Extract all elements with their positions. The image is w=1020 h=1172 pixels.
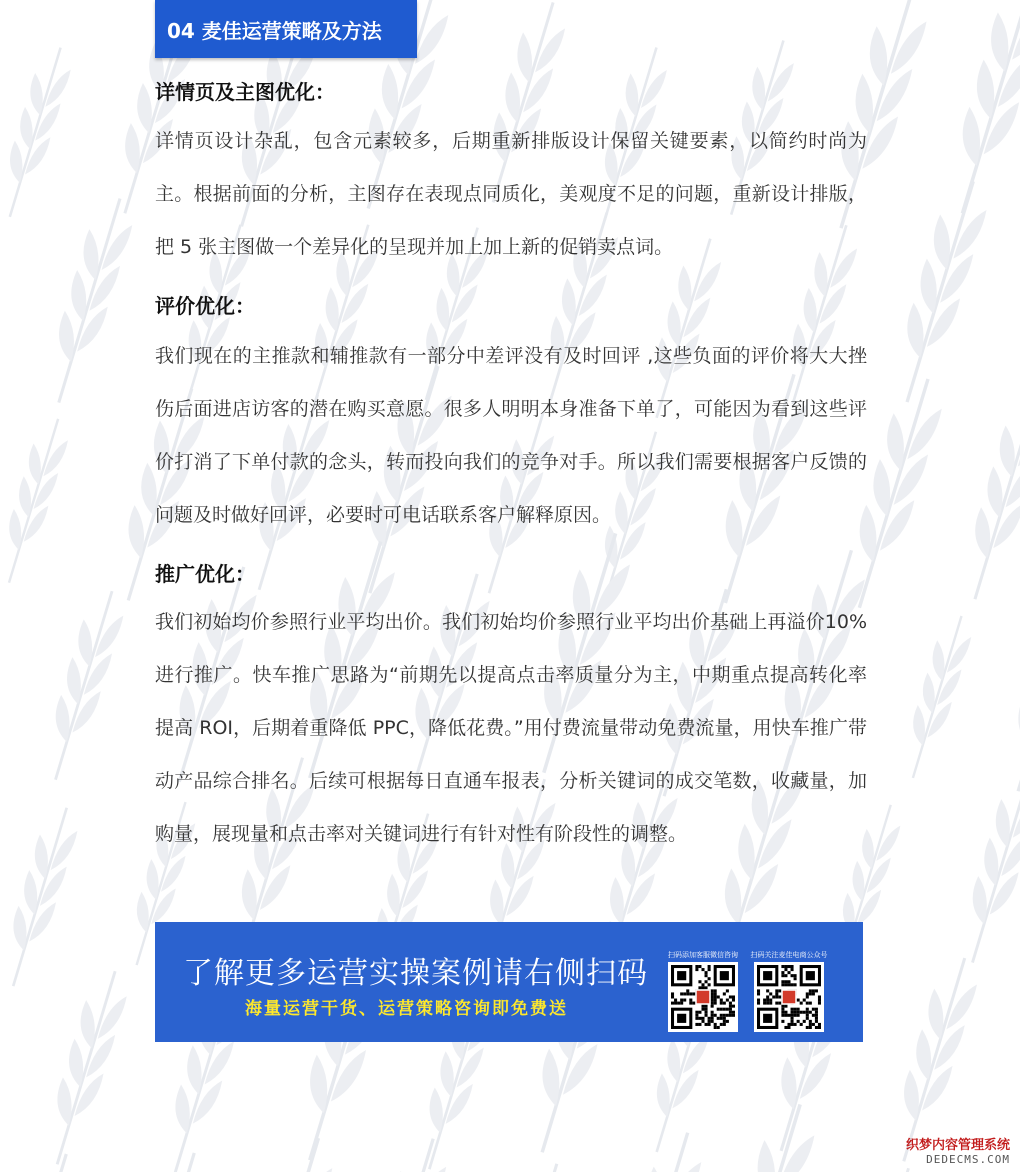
qr-code-wechat[interactable]: [668, 962, 738, 1032]
qr-block-wechat: [663, 922, 743, 1032]
contact-banner: [155, 922, 863, 1042]
qr-code-official[interactable]: [754, 962, 824, 1032]
heading-review: 评价优化：: [155, 294, 255, 318]
paragraph-text: 详情页设计杂乱，包含元素较多，后期重新排版设计保留关键要素，以简约时尚为主。根据前面的分析，主图存在表现点同质化，美观度不足的问题，重新设计排版，把 5 张主图做一个差异化的呈现并加上加上新的促销卖点词。: [155, 130, 867, 258]
watermark-text: 织梦内容管理系统: [905, 1138, 1010, 1153]
qr-block-official: [749, 922, 829, 1032]
site-watermark: [906, 1134, 1010, 1166]
qr-code-icon: [757, 965, 821, 1029]
qr-code-icon: [671, 965, 735, 1029]
qr-caption-official: 扫码关注麦佳电商公众号: [750, 951, 828, 959]
paragraph-text: 我们现在的主推款和辅推款有一部分中差评没有及时回评 ,这些负面的评价将大大挫伤后面进店访客的潜在购买意愿。很多人明明本身准备下单了，可能因为看到这些评价打消了下单付款的念头，转而投向我们的竞争对手。所以我们需要根据客户反馈的问题及时做好回评，必要时可电话联系客户解释原因。: [155, 345, 867, 526]
watermark-domain: DEDECMS.COM: [926, 1153, 1010, 1166]
paragraph-promotion: [155, 596, 867, 861]
banner-title: 了解更多运营实操案例请右侧扫码: [183, 956, 648, 991]
heading-promotion: 推广优化：: [155, 562, 255, 586]
paragraph-text: 我们初始均价参照行业平均出价。我们初始均价参照行业平均出价基础上再溢价10%进行推广。快车推广思路为“前期先以提高点击率质量分为主，中期重点提高转化率提高 ROI，后期着重降低 PPC，降低花费。”用付费流量带动免费流量，用快车推广带动产品综合排名。后续可根据每日直通车报表，分析关键词的成交笔数，收藏量，加购量，展现量和点击率对关键词进行有针对性有阶段性的调整。: [155, 611, 867, 845]
heading-detail-page: 详情页及主图优化：: [155, 80, 335, 104]
banner-subtitle: 海量运营干货、运营策略咨询即免费送: [245, 999, 568, 1019]
paragraph-detail-page: [155, 115, 867, 274]
qr-caption-wechat: 扫码添加客服微信咨询: [668, 951, 738, 959]
paragraph-review: [155, 330, 867, 542]
section-title: 04 麦佳运营策略及方法: [155, 0, 417, 58]
